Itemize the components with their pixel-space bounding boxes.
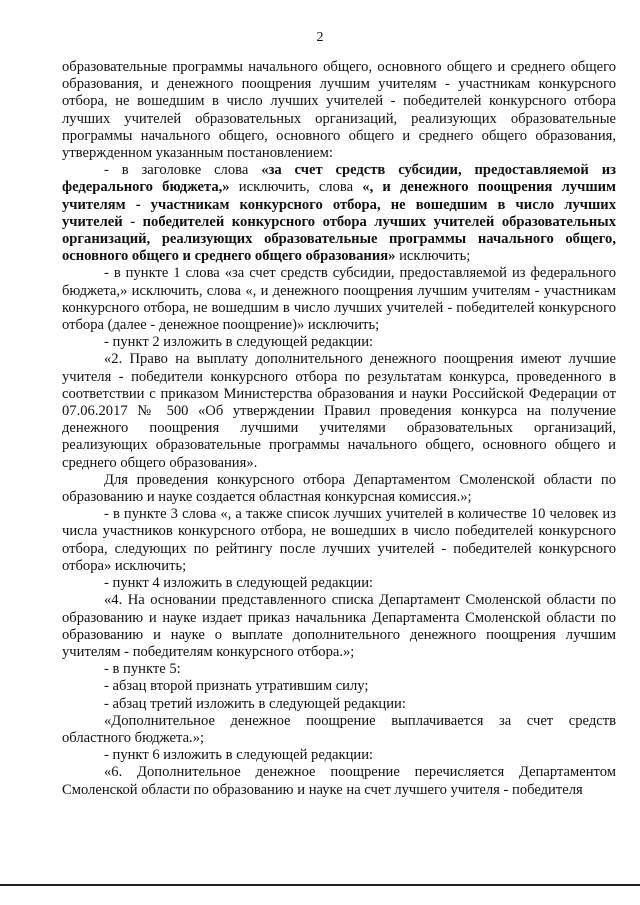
paragraph-9: «4. На основании представленного списка Департамент Смоленской области по образованию и науке издает приказ начальника Департамента Смоленской области по образованию и науке о выплате дополнительного денежного поощрения лучшим учителям - победителям конкурсного отбора.»; bbox=[62, 592, 616, 660]
paragraph-2-part-c: исключить, слова bbox=[229, 179, 363, 196]
paragraph-3: - в пункте 1 слова «за счет средств субсидии, предоставляемой из федерального бюджета,» исключить, слова «, и денежного поощрения лучшим учителям - участникам конкурсного отбора, не вошедшим в число лучших учителей - победителей конкурсного отбора (далее - денежное поощрение)» исключить; bbox=[62, 265, 616, 334]
paragraph-12: - абзац третий изложить в следующей редакции: bbox=[104, 695, 406, 712]
document-body bbox=[62, 59, 616, 799]
paragraph-7: - в пункте 3 слова «, а также список лучших учителей в количестве 10 человек из числа участников конкурсного отбора, не вошедших в число победителей конкурсного отбора, следующих по рейтингу после лучших учителей - победителей конкурсного отбора» исключить; bbox=[62, 506, 616, 574]
paragraph-2-part-e: исключить; bbox=[395, 248, 471, 265]
paragraph-15: «6. Дополнительное денежное поощрение перечисляется Департаментом Смоленской области по образованию и науке на счет лучшего учителя - победителя bbox=[62, 764, 616, 798]
paragraph-8: - пункт 4 изложить в следующей редакции: bbox=[104, 575, 374, 592]
paragraph-4: - пункт 2 изложить в следующей редакции: bbox=[104, 334, 374, 351]
paragraph-2 bbox=[62, 162, 616, 265]
paragraph-1: образовательные программы начального общего, основного общего и среднего общего образования, и денежного поощрения лучшим учителям - участникам конкурсного отбора, не вошедшим в число лучших учителей - победителей конкурсного отбора лучших учителей образовательных организаций, реализующих образовательные программы начального общего, основного общего и среднего общего образования, утвержденном указанным постановлением: bbox=[62, 59, 616, 162]
paragraph-2-bold-d: «, и денежного поощрения лучшим учителям - участникам конкурсного отбора, не вошедшим в число лучших учителей - победителей конкурсного отбора лучших учителей образовательных организаций, реализующих образовательные программы начального общего, основного общего и среднего общего образования» bbox=[62, 179, 616, 265]
paragraph-2-bold-b: «за счет средств субсидии, предоставляемой из федерального бюджета,» bbox=[62, 162, 616, 196]
paragraph-5: «2. Право на выплату дополнительного денежного поощрения имеют лучшие учителя - победители конкурсного отбора по результатам конкурса, проведенного в соответствии с приказом Министерства образования и науки Российской Федерации от 07.06.2017 № 500 «Об утверждении Правил проведения конкурса на получение денежного поощрения лучшими учителями образовательных организаций, реализующих образовательные программы начального общего, основного общего и среднего общего образования». bbox=[62, 351, 616, 471]
paragraph-11: - абзац второй признать утратившим силу; bbox=[104, 678, 369, 695]
paragraph-10: - в пункте 5: bbox=[104, 661, 181, 678]
paragraph-14: - пункт 6 изложить в следующей редакции: bbox=[104, 747, 374, 764]
paragraph-2-part-a: - в заголовке слова bbox=[104, 162, 262, 179]
page-number: 2 bbox=[316, 30, 324, 45]
paragraph-6: Для проведения конкурсного отбора Департаментом Смоленской области по образованию и науке создается областная конкурсная комиссия.»; bbox=[62, 471, 616, 506]
bottom-divider bbox=[0, 884, 640, 886]
paragraph-13: «Дополнительное денежное поощрение выплачивается за счет средств областного бюджета.»; bbox=[62, 712, 616, 746]
